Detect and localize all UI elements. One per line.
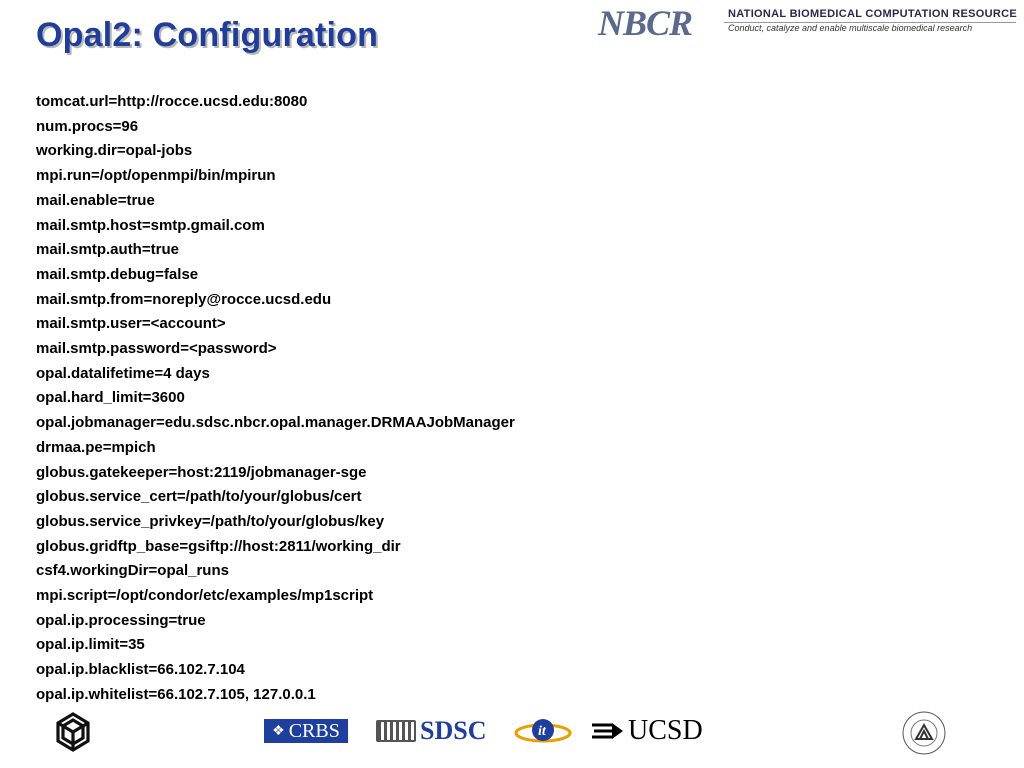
config-line: drmaa.pe=mpich: [36, 438, 156, 456]
nbcr-logo: [598, 0, 1018, 44]
config-line: mail.smtp.host=smtp.gmail.com: [36, 216, 265, 234]
nbcr-tagline: Conduct, catalyze and enable multiscale biomedical research: [728, 23, 973, 33]
ucsd-logo: [590, 717, 703, 745]
calit2-logo: [514, 717, 572, 745]
config-line: globus.service_privkey=/path/to/your/globus/key: [36, 512, 385, 530]
sdsc-logo: [376, 718, 486, 744]
config-line: num.procs=96: [36, 117, 139, 135]
config-line: opal.datalifetime=4 days: [36, 364, 210, 382]
config-line: mpi.run=/opt/openmpi/bin/mpirun: [36, 167, 276, 185]
config-line: opal.hard_limit=3600: [36, 389, 185, 407]
config-line: mail.smtp.debug=false: [36, 265, 199, 283]
config-line: opal.ip.limit=35: [36, 636, 145, 654]
calit2-label: it: [538, 724, 546, 739]
nbcr-name: NATIONAL BIOMEDICAL COMPUTATION RESOURCE: [728, 8, 1018, 20]
config-line: opal.ip.blacklist=66.102.7.104: [36, 661, 245, 679]
config-line: opal.ip.processing=true: [36, 611, 206, 629]
crbs-label: CRBS: [288, 719, 340, 742]
config-line: working.dir=opal-jobs: [36, 142, 193, 160]
config-line: mpi.script=/opt/condor/etc/examples/mp1script: [36, 587, 374, 605]
config-line: opal.ip.whitelist=66.102.7.105, 127.0.0.1: [36, 685, 316, 703]
config-line: csf4.workingDir=opal_runs: [36, 562, 229, 580]
config-line: tomcat.url=http://rocce.ucsd.edu:8080: [36, 93, 308, 110]
config-line: mail.smtp.from=noreply@rocce.ucsd.edu: [36, 290, 332, 308]
ucsd-label: UCSD: [628, 715, 703, 746]
nih-seal-icon: [898, 709, 950, 757]
config-line: globus.gatekeeper=host:2119/jobmanager-sge: [36, 463, 367, 481]
config-line: mail.smtp.user=<account>: [36, 315, 226, 333]
sdsc-label: SDSC: [420, 716, 487, 745]
footer-logos: [0, 705, 1024, 760]
crbs-logo: [264, 719, 348, 743]
slide-title: Opal2: Configuration: [36, 16, 379, 54]
config-line: mail.smtp.password=<password>: [36, 340, 277, 358]
config-line: mail.smtp.auth=true: [36, 241, 179, 259]
ucsd-trident-icon: [590, 721, 624, 741]
swirl-logo-icon: [52, 711, 94, 753]
sdsc-mark-icon: [376, 720, 416, 742]
config-list: [36, 90, 515, 708]
config-line: mail.enable=true: [36, 191, 155, 209]
nbcr-mark: NBCR: [598, 3, 693, 43]
config-line: globus.service_cert=/path/to/your/globus/cert: [36, 488, 362, 506]
crbs-mark-icon: ❖: [272, 723, 285, 739]
config-line: globus.gridftp_base=gsiftp://host:2811/working_dir: [36, 537, 401, 555]
config-line: opal.jobmanager=edu.sdsc.nbcr.opal.manager.DRMAAJobManager: [36, 414, 515, 432]
